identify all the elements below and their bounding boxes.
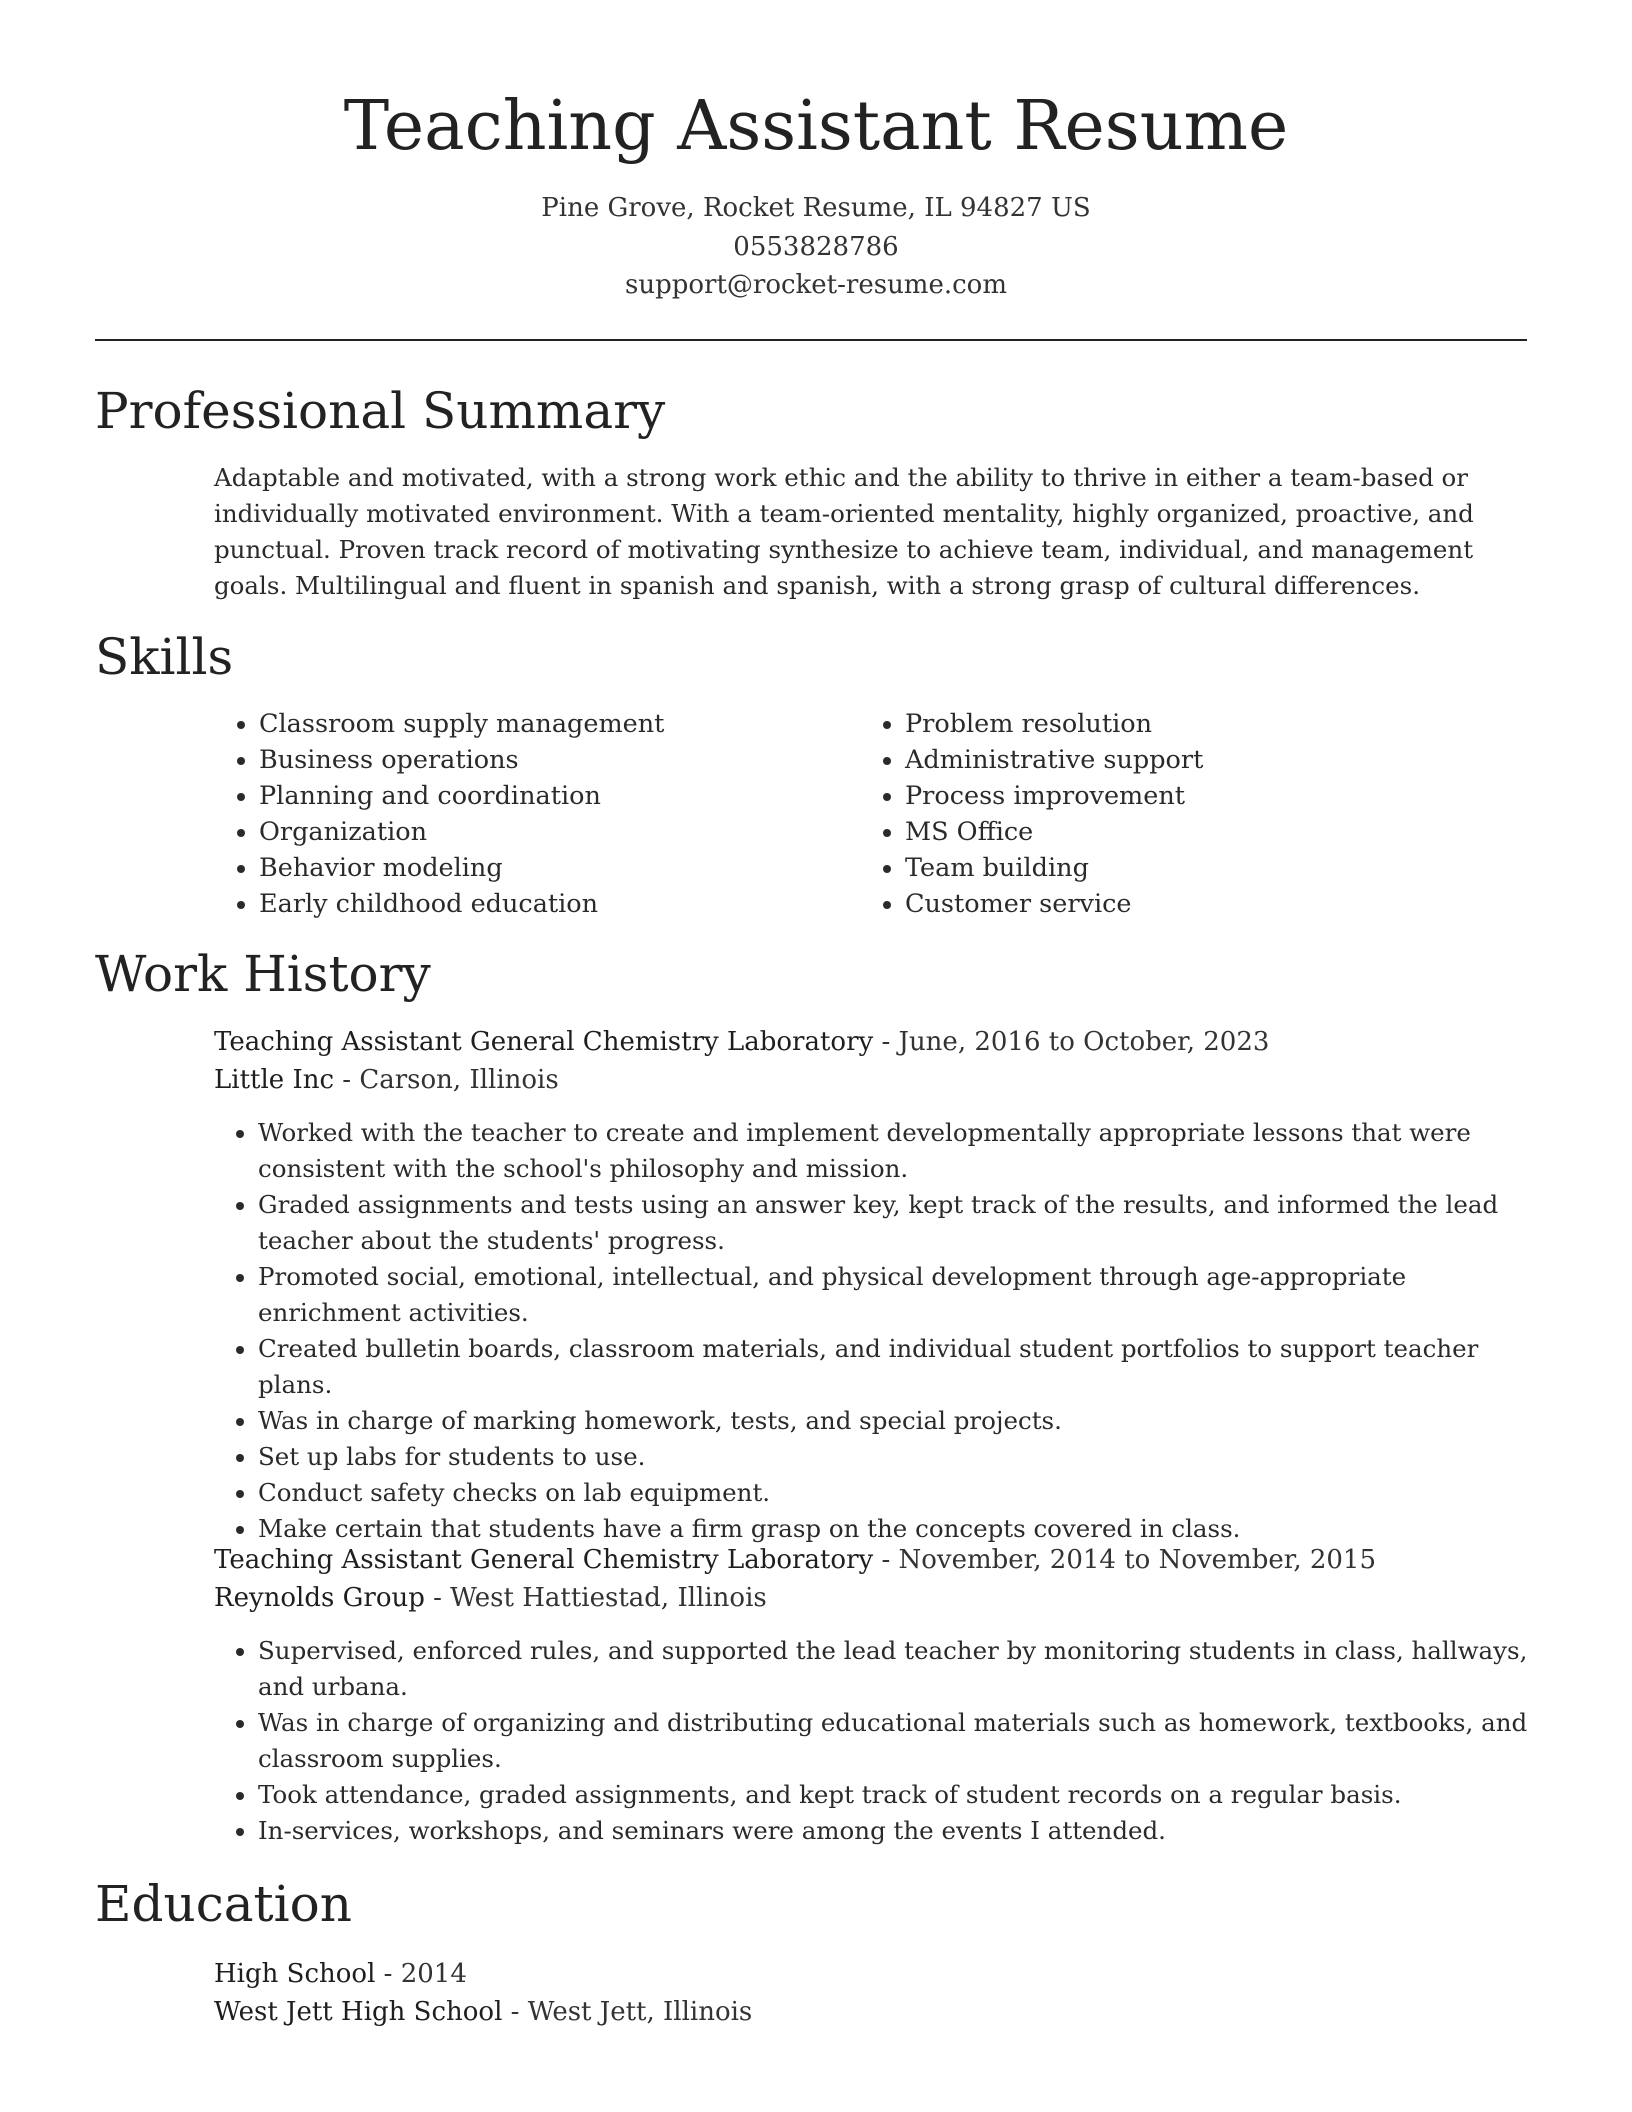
job-bullet: • Set up labs for students to use. (258, 1439, 1534, 1475)
job-company-line (214, 1579, 1534, 1617)
skill-item: • MS Office (905, 814, 1465, 850)
section-heading-skills: Skills (95, 628, 234, 686)
job-bullet: • Was in charge of marking homework, tests, and special projects. (258, 1403, 1534, 1439)
job-dates: - June, 2016 to October, 2023 (873, 1027, 1270, 1057)
job-bullet: • Graded assignments and tests using an answer key, kept track of the results, and informed the lead teacher about the students' progress. (258, 1187, 1534, 1259)
job-bullet: • Promoted social, emotional, intellectual, and physical development through age-appropriate enrichment activities. (258, 1259, 1534, 1331)
job-company: Little Inc (214, 1065, 335, 1095)
skill-item: • Classroom supply management (259, 706, 819, 742)
skill-item: • Organization (259, 814, 819, 850)
skill-item: • Administrative support (905, 742, 1465, 778)
job-title-line (214, 1541, 1534, 1579)
skill-item: • Problem resolution (905, 706, 1465, 742)
summary-text: Adaptable and motivated, with a strong work ethic and the ability to thrive in either a team-based or individually motivated environment. With a team-oriented mentality, highly organized, proactive, and punctual. Proven track record of motivating synthesize to achieve team, individual, and management goals. Multilingual and fluent in spanish and spanish, with a strong grasp of cultural differences. (214, 463, 1474, 600)
header-divider (95, 339, 1527, 341)
job-bullet: • Was in charge of organizing and distributing educational materials such as homework, textbooks, and classroom supplies. (258, 1705, 1534, 1777)
resume-title: Teaching Assistant Resume (343, 87, 1289, 166)
job-bullet: • Took attendance, graded assignments, and kept track of student records on a regular basis. (258, 1777, 1534, 1813)
job-title-line (214, 1023, 1534, 1061)
job-bullet: • Worked with the teacher to create and implement developmentally appropriate lessons that were consistent with the school's philosophy and mission. (258, 1115, 1534, 1187)
job-bullets (214, 1115, 1534, 1547)
job-bullets (214, 1633, 1534, 1849)
education-year: - 2014 (375, 1959, 467, 1989)
section-heading-work-history: Work History (95, 945, 431, 1003)
skill-item: • Team building (905, 850, 1465, 886)
skill-item: • Process improvement (905, 778, 1465, 814)
skill-item: • Customer service (905, 886, 1465, 922)
skill-item: • Planning and coordination (259, 778, 819, 814)
job-company: Reynolds Group (214, 1583, 425, 1613)
job-dates: - November, 2014 to November, 2015 (873, 1545, 1377, 1575)
education-school: West Jett High School (214, 1997, 503, 2027)
job-title: Teaching Assistant General Chemistry Laboratory (214, 1027, 874, 1057)
job-location: - Carson, Illinois (334, 1065, 559, 1095)
contact-email: support@rocket-resume.com (624, 270, 1007, 300)
skills-list-left (215, 706, 819, 922)
education-degree: High School (214, 1959, 376, 1989)
education-school-line (214, 1993, 1514, 2031)
job-title: Teaching Assistant General Chemistry Laboratory (214, 1545, 874, 1575)
skill-item: • Behavior modeling (259, 850, 819, 886)
education-location: - West Jett, Illinois (502, 1997, 753, 2027)
job-company-line (214, 1061, 1534, 1099)
section-heading-summary: Professional Summary (95, 382, 666, 440)
job-bullet: • Supervised, enforced rules, and supported the lead teacher by monitoring students in class, hallways, and urbana. (258, 1633, 1534, 1705)
skill-item: • Business operations (259, 742, 819, 778)
section-heading-education: Education (95, 1875, 352, 1933)
education-degree-line (214, 1955, 1514, 1993)
job-bullet: • In-services, workshops, and seminars were among the events I attended. (258, 1813, 1534, 1849)
job-entry (214, 1023, 1534, 1547)
job-entry (214, 1541, 1534, 1849)
job-bullet: • Conduct safety checks on lab equipment. (258, 1475, 1534, 1511)
skill-item: • Early childhood education (259, 886, 819, 922)
contact-phone: 0553828786 (733, 232, 899, 262)
education-entry (214, 1955, 1514, 2031)
job-bullet: • Created bulletin boards, classroom materials, and individual student portfolios to support teacher plans. (258, 1331, 1534, 1403)
job-bullet: • Make certain that students have a firm grasp on the concepts covered in class. (258, 1511, 1534, 1547)
skills-list-right (861, 706, 1465, 922)
contact-address: Pine Grove, Rocket Resume, IL 94827 US (541, 193, 1091, 223)
job-location: - West Hattiestad, Illinois (424, 1583, 767, 1613)
